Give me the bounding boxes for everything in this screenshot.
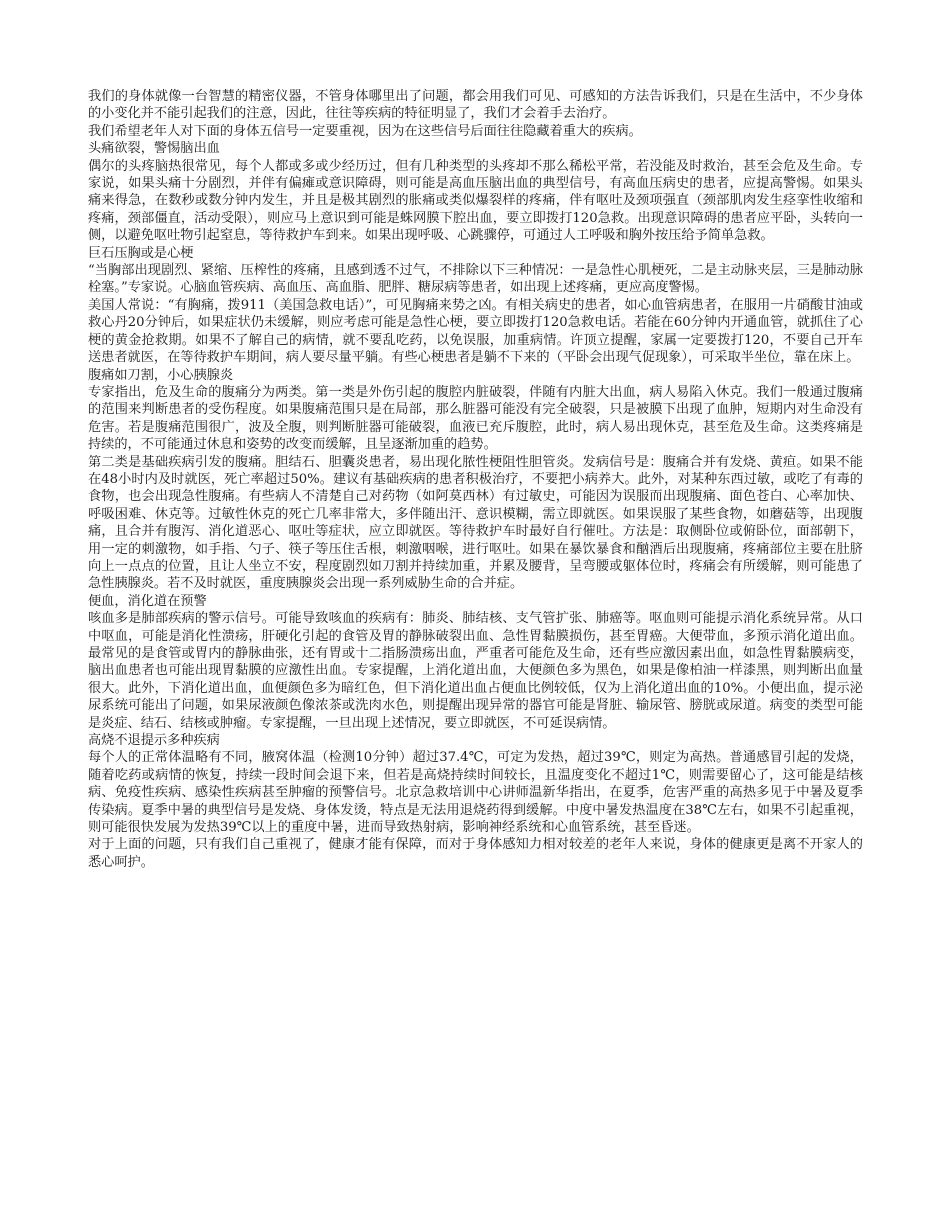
intro-paragraph-1: 我们的身体就像一台智慧的精密仪器，不管身体哪里出了问题，都会用我们可见、可感知的方法告诉我们，只是在生活中，不少身体的小变化并不能引起我们的注意，因此，往往等疾病的特征明显了，我们才会着手去治疗。 xyxy=(88,89,863,122)
section-paragraph: 美国人常说：“有胸痛，拨911（美国急救电话）”，可见胸痛来势之凶。有相关病史的患者，如心血管病患者，在服用一片硝酸甘油或救心丹20分钟后，如果症状仍未缓解，则应考虑可能是急性心梗，要立即拨打120急救电话。若能在60分钟内开通血管，就抓住了心梗的黄金抢救期。如果不了解自己的病情，就不要乱吃药，以免误服，加重病情。许顶立提醒，家属一定要拨打120，不要自己开车送患者就医，在等待救护车期间，病人要尽量平躺。有些心梗患者是躺不下来的（平卧会出现气促现象），可采取半坐位，靠在床上。 xyxy=(88,297,863,366)
document-body xyxy=(88,88,863,871)
section-heading-chest-pain: 巨石压胸或是心梗 xyxy=(88,245,194,261)
section-paragraph: 专家指出，危及生命的腹痛分为两类。第一类是外伤引起的腹腔内脏破裂，伴随有内脏大出血，病人易陷入休克。我们一般通过腹痛的范围来判断患者的受伤程度。如果腹痛范围只是在局部，那么脏器可能没有完全破裂，只是被膜下出现了血肿，短期内对生命没有危害。若是腹痛范围很广，波及全腹，则判断脏器可能破裂，血液已充斥腹腔，此时，病人易出现休克，甚至危及生命。这类疼痛是持续的，不可能通过休息和姿势的改变而缓解，且呈逐渐加重的趋势。 xyxy=(88,384,863,453)
section-heading-bleeding: 便血，消化道在预警 xyxy=(88,593,207,609)
section-heading-fever: 高烧不退提示多种疾病 xyxy=(88,733,220,749)
section-heading-abdominal-pain: 腹痛如刀割，小心胰腺炎 xyxy=(88,367,234,383)
section-paragraph: 每个人的正常体温略有不同，腋窝体温（检测10分钟）超过37.4℃，可定为发热，超过39℃，则定为高热。普通感冒引起的发烧，随着吃药或病情的恢复，持续一段时间会退下来，但若是高烧持续时间较长，且温度变化不超过1℃，则需要留心了，这可能是结核病、免疫性疾病、感染性疾病甚至肿瘤的预警信号。北京急救培训中心讲师温新华指出，在夏季，危害严重的高热多见于中暑及夏季传染病。夏季中暑的典型信号是发烧、身体发烫，特点是无法用退烧药得到缓解。中度中暑发热温度在38℃左右，如果不引起重视，则可能很快发展为发热39℃以上的重度中暑，进而导致热射病，影响神经系统和心血管系统，甚至昏迷。 xyxy=(88,750,863,836)
section-heading-headache: 头痛欲裂，警惕脑出血 xyxy=(88,141,220,157)
section-paragraph: “当胸部出现剧烈、紧缩、压榨性的疼痛，且感到透不过气，不排除以下三种情况：一是急性心肌梗死，二是主动脉夹层，三是肺动脉栓塞。”专家说。心脑血管疾病、高血压、高血脂、肥胖、糖尿病等患者，如出现上述疼痛，更应高度警惕。 xyxy=(88,263,863,296)
closing-paragraph: 对于上面的问题，只有我们自己重视了，健康才能有保障，而对于身体感知力相对较差的老年人来说，身体的健康更是离不开家人的悉心呵护。 xyxy=(88,837,863,870)
section-paragraph: 第二类是基础疾病引发的腹痛。胆结石、胆囊炎患者，易出现化脓性梗阻性胆管炎。发病信号是：腹痛合并有发烧、黄疸。如果不能在48小时内及时就医，死亡率超过50%。建议有基础疾病的患者积极治疗，不要把小病养大。此外，对某种东西过敏，或吃了有毒的食物，也会出现急性腹痛。有些病人不清楚自己对药物（如阿莫西林）有过敏史，可能因为误服而出现腹痛、面色苍白、心率加快、呼吸困难、休克等。过敏性休克的死亡几率非常大，多伴随出汗、意识模糊，需立即就医。如果误服了某些食物，如蘑菇等，出现腹痛，且合并有腹泻、消化道恶心、呕吐等症状，应立即就医。等待救护车时最好自行催吐。方法是：取侧卧位或俯卧位，面部朝下，用一定的刺激物，如手指、勺子、筷子等压住舌根，刺激咽喉，进行呕吐。如果在暴饮暴食和酗酒后出现腹痛，疼痛部位主要在肚脐向上一点点的位置，且让人坐立不安，程度剧烈如刀割并持续加重，并累及腰背，呈弯腰或躯体位时，疼痛会有所缓解，则可能患了急性胰腺炎。若不及时就医，重度胰腺炎会出现一系列威胁生命的合并症。 xyxy=(88,454,863,592)
section-paragraph: 偶尔的头疼脑热很常见，每个人都或多或少经历过，但有几种类型的头疼却不那么稀松平常，若没能及时救治，甚至会危及生命。专家说，如果头痛十分剧烈，并伴有偏瘫或意识障碍，则可能是高血压脑出血的典型信号，有高血压病史的患者，应提高警惕。如果头痛来得急，在数秒或数分钟内发生，并且是极其剧烈的胀痛或类似爆裂样的疼痛，伴有呕吐及颈项强直（颈部肌肉发生痉挛性收缩和疼痛，颈部僵直，活动受限），则应马上意识到可能是蛛网膜下腔出血，要立即拨打120急救。出现意识障碍的患者应平卧，头转向一侧，以避免呕吐物引起窒息，等待救护车到来。如果出现呼吸、心跳骤停，可通过人工呼吸和胸外按压给予简单急救。 xyxy=(88,158,863,244)
section-paragraph: 咳血多是肺部疾病的警示信号。可能导致咳血的疾病有：肺炎、肺结核、支气管扩张、肺癌等。呕血则可能提示消化系统异常。从口中呕血，可能是消化性溃疡，肝硬化引起的食管及胃的静脉破裂出血、急性胃黏膜损伤，甚至胃癌。大便带血，多预示消化道出血。最常见的是食管或胃内的静脉曲张，还有胃或十二指肠溃疡出血，严重者可能危及生命，还有些应激因素出血，如急性胃黏膜病变，脑出血患者也可能出现胃黏膜的应激性出血。专家提醒，上消化道出血，大便颜色多为黑色，如果是像柏油一样漆黑，则判断出血量很大。此外，下消化道出血，血便颜色多为暗红色，但下消化道出血占便血比例较低，仅为上消化道出血的10%。小便出血，提示泌尿系统可能出了问题，如果尿液颜色像浓茶或洗肉水色，则提醒出现异常的器官可能是肾脏、输尿管、膀胱或尿道。病变的类型可能是炎症、结石、结核或肿瘤。专家提醒，一旦出现上述情况，要立即就医，不可延误病情。 xyxy=(88,611,863,731)
intro-paragraph-2: 我们希望老年人对下面的身体五信号一定要重视，因为在这些信号后面往往隐藏着重大的疾病。 xyxy=(88,123,642,139)
